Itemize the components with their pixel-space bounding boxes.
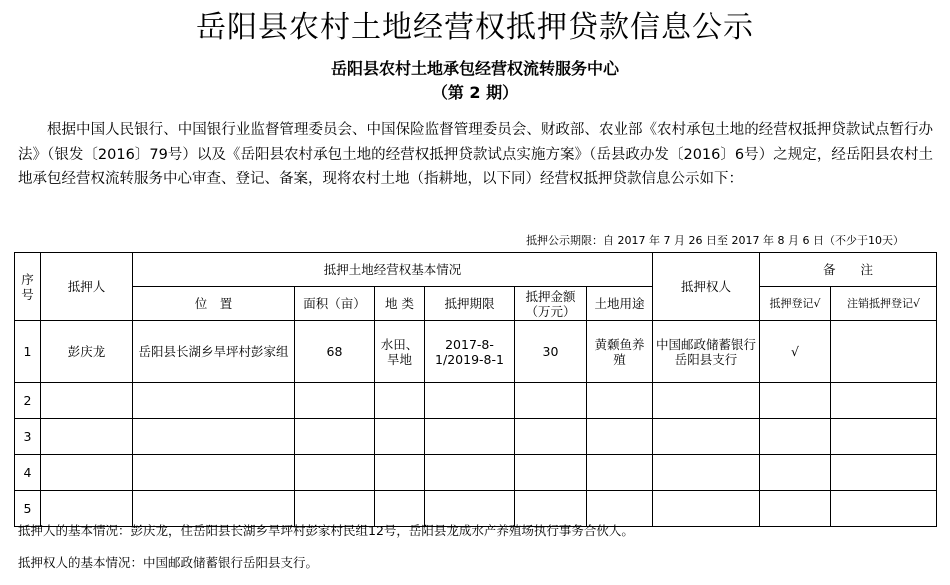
row-amount [515,491,587,527]
row-usage: 黄颡鱼养殖 [587,321,653,383]
row-location [133,455,295,491]
row-mortgagee [653,491,760,527]
row-cancelled [831,321,937,383]
row-cancelled [831,419,937,455]
row-land-type [375,419,425,455]
row-mortgagor: 彭庆龙 [41,321,133,383]
header-amount: 抵押金额（万元） [515,287,587,321]
row-amount: 30 [515,321,587,383]
header-area: 面积（亩） [295,287,375,321]
header-mortgagee: 抵押权人 [653,253,760,321]
header-mortgagor: 抵押人 [41,253,133,321]
row-seq: 4 [15,455,41,491]
publicity-period: 抵押公示期限：自 2017 年 7 月 26 日至 2017 年 8 月 6 日（不少于10天） [526,234,904,247]
row-mortgagee [653,419,760,455]
table-header-row-2 [15,287,937,321]
row-registered [760,491,831,527]
header-land-type: 地 类 [375,287,425,321]
row-amount [515,383,587,419]
mortgagor-info: 抵押人的基本情况：彭庆龙，住岳阳县长湖乡旱坪村彭家村民组12号，岳阳县龙成水产养殖场执行事务合伙人。 [18,523,634,538]
table-row [15,419,937,455]
row-term [425,455,515,491]
row-land-type: 水田、旱地 [375,321,425,383]
intro-paragraph: 根据中国人民银行、中国银行业监督管理委员会、中国保险监督管理委员会、财政部、农业部《农村承包土地的经营权抵押贷款试点暂行办法》（银发〔2016〕79号）以及《岳阳县农村承包土地的经营权抵押贷款试点实施方案》（岳县政办发〔2016〕6号）之规定，经岳阳县农村土地承包经营权流转服务中心审查、登记、备案，现将农村土地（指耕地，以下同）经营权抵押贷款信息公示如下： [18,122,933,187]
header-term: 抵押期限 [425,287,515,321]
row-mortgagee [653,383,760,419]
row-mortgagor [41,491,133,527]
issue-number: （第 2 期） [431,83,519,102]
row-area [295,455,375,491]
row-mortgagor [41,383,133,419]
header-registered: 抵押登记√ [760,287,831,321]
header-basic-info: 抵押土地经营权基本情况 [133,253,653,287]
row-amount [515,419,587,455]
row-usage [587,383,653,419]
issuing-organization: 岳阳县农村土地承包经营权流转服务中心 [330,59,619,78]
header-location: 位 置 [133,287,295,321]
row-registered: √ [760,321,831,383]
row-area: 68 [295,321,375,383]
mortgage-table [14,252,937,527]
row-registered [760,419,831,455]
header-usage: 土地用途 [587,287,653,321]
row-mortgagor [41,419,133,455]
row-seq: 5 [15,491,41,527]
row-area [295,419,375,455]
row-seq: 3 [15,419,41,455]
row-term: 2017-8-1/2019-8-1 [425,321,515,383]
row-term [425,419,515,455]
row-term [425,383,515,419]
header-cancelled: 注销抵押登记√ [831,287,937,321]
row-term [425,491,515,527]
row-cancelled [831,491,937,527]
row-land-type [375,491,425,527]
row-mortgagee: 中国邮政储蓄银行岳阳县支行 [653,321,760,383]
row-land-type [375,383,425,419]
table-row [15,321,937,383]
row-seq: 2 [15,383,41,419]
row-location [133,419,295,455]
table-header-row-1 [15,253,937,287]
row-usage [587,491,653,527]
row-mortgagor [41,455,133,491]
row-amount [515,455,587,491]
row-land-type [375,455,425,491]
row-mortgagee [653,455,760,491]
header-remarks: 备 注 [760,253,937,287]
row-area [295,383,375,419]
row-cancelled [831,455,937,491]
row-registered [760,383,831,419]
row-usage [587,419,653,455]
table-row [15,383,937,419]
document-title: 岳阳县农村土地经营权抵押贷款信息公示 [196,10,754,45]
row-area [295,491,375,527]
row-location [133,383,295,419]
row-usage [587,455,653,491]
header-seq: 序号 [15,253,41,321]
table-row [15,491,937,527]
row-cancelled [831,383,937,419]
row-location [133,491,295,527]
row-seq: 1 [15,321,41,383]
row-location: 岳阳县长湖乡旱坪村彭家组 [133,321,295,383]
table-row [15,455,937,491]
mortgagee-info: 抵押权人的基本情况：中国邮政储蓄银行岳阳县支行。 [18,555,319,570]
row-registered [760,455,831,491]
